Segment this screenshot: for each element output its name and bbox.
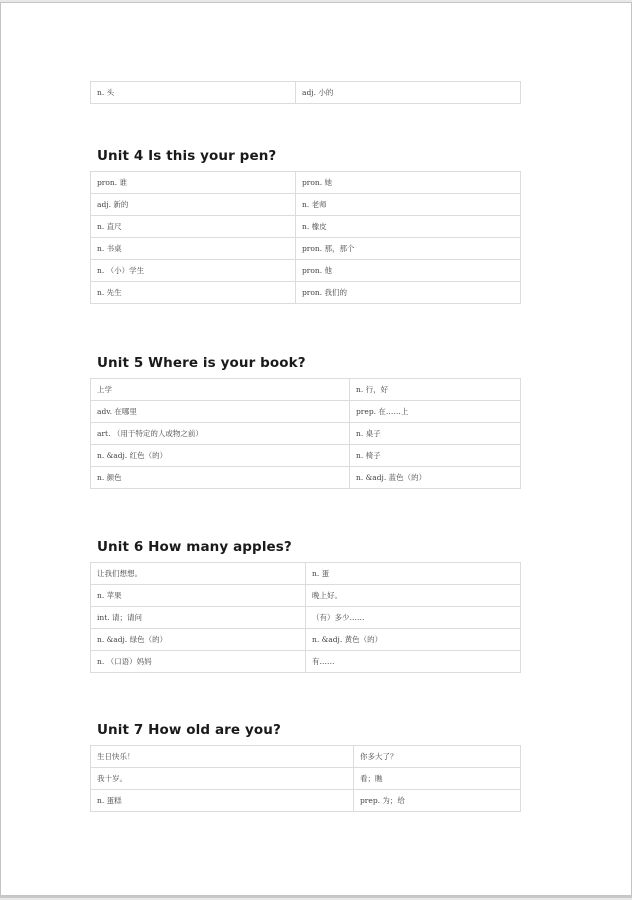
table-row (91, 379, 521, 401)
table-cell: pron. 我们的 (296, 282, 521, 304)
vocab-table-unit6 (90, 562, 521, 673)
table-row (91, 238, 521, 260)
table-cell: adv. 在哪里 (91, 401, 350, 423)
vocab-table-unit5 (90, 378, 521, 489)
table-cell: n. &adj. 黄色（的） (306, 629, 521, 651)
table-cell: n. 头 (91, 82, 296, 104)
table-row (91, 790, 521, 812)
table-cell: n. 桌子 (350, 423, 521, 445)
table-row (91, 629, 521, 651)
table-row (91, 563, 521, 585)
table-cell: n. （口语）妈妈 (91, 651, 306, 673)
table-row (91, 585, 521, 607)
table-cell: 你多大了？ (354, 746, 521, 768)
table-cell: n. 蛋糕 (91, 790, 354, 812)
table-cell: n. （小）学生 (91, 260, 296, 282)
table-cell: （有）多少…… (306, 607, 521, 629)
table-row (91, 194, 521, 216)
table-cell: prep. 为；给 (354, 790, 521, 812)
table-row (91, 282, 521, 304)
table-cell: n. &adj. 红色（的） (91, 445, 350, 467)
table-cell: n. &adj. 绿色（的） (91, 629, 306, 651)
table-cell: n. 书桌 (91, 238, 296, 260)
table-cell: art. （用于特定的人或物之前） (91, 423, 350, 445)
table-cell: pron. 那，那个 (296, 238, 521, 260)
table-row (91, 260, 521, 282)
vocab-table-unit4 (90, 171, 521, 304)
section-heading-unit7: Unit 7 How old are you? (97, 722, 281, 738)
table-row (91, 746, 521, 768)
table-cell: 看；瞧 (354, 768, 521, 790)
table-cell: 生日快乐！ (91, 746, 354, 768)
section-heading-unit5: Unit 5 Where is your book? (97, 355, 306, 371)
section-heading-unit6: Unit 6 How many apples? (97, 539, 292, 555)
table-cell: n. 行，好 (350, 379, 521, 401)
table-cell: n. 颜色 (91, 467, 350, 489)
table-row (91, 768, 521, 790)
table-row (91, 172, 521, 194)
table-cell: 我十岁。 (91, 768, 354, 790)
table-row (91, 401, 521, 423)
table-row (91, 423, 521, 445)
table-row (91, 445, 521, 467)
table-cell: pron. 他 (296, 260, 521, 282)
table-row (91, 607, 521, 629)
vocab-table-unit7 (90, 745, 521, 812)
table-row (91, 467, 521, 489)
section-heading-unit4: Unit 4 Is this your pen? (97, 148, 277, 164)
table-cell: n. 老师 (296, 194, 521, 216)
table-cell: 晚上好。 (306, 585, 521, 607)
table-cell: n. 椅子 (350, 445, 521, 467)
table-cell: n. 先生 (91, 282, 296, 304)
table-cell: adj. 小的 (296, 82, 521, 104)
table-cell: n. 苹果 (91, 585, 306, 607)
table-row (91, 651, 521, 673)
table-cell: n. 橡皮 (296, 216, 521, 238)
table-cell: adj. 新的 (91, 194, 296, 216)
table-cell: pron. 谁 (91, 172, 296, 194)
table-cell: 有…… (306, 651, 521, 673)
table-cell: n. 直尺 (91, 216, 296, 238)
table-row (91, 82, 521, 104)
table-cell: 让我们想想。 (91, 563, 306, 585)
table-cell: n. &adj. 蓝色（的） (350, 467, 521, 489)
table-cell: n. 蛋 (306, 563, 521, 585)
vocab-table-continued (90, 81, 521, 104)
table-cell: pron. 她 (296, 172, 521, 194)
table-cell: prep. 在……上 (350, 401, 521, 423)
table-cell: 上学 (91, 379, 350, 401)
table-cell: int. 请；请问 (91, 607, 306, 629)
table-row (91, 216, 521, 238)
document-page (0, 2, 632, 896)
